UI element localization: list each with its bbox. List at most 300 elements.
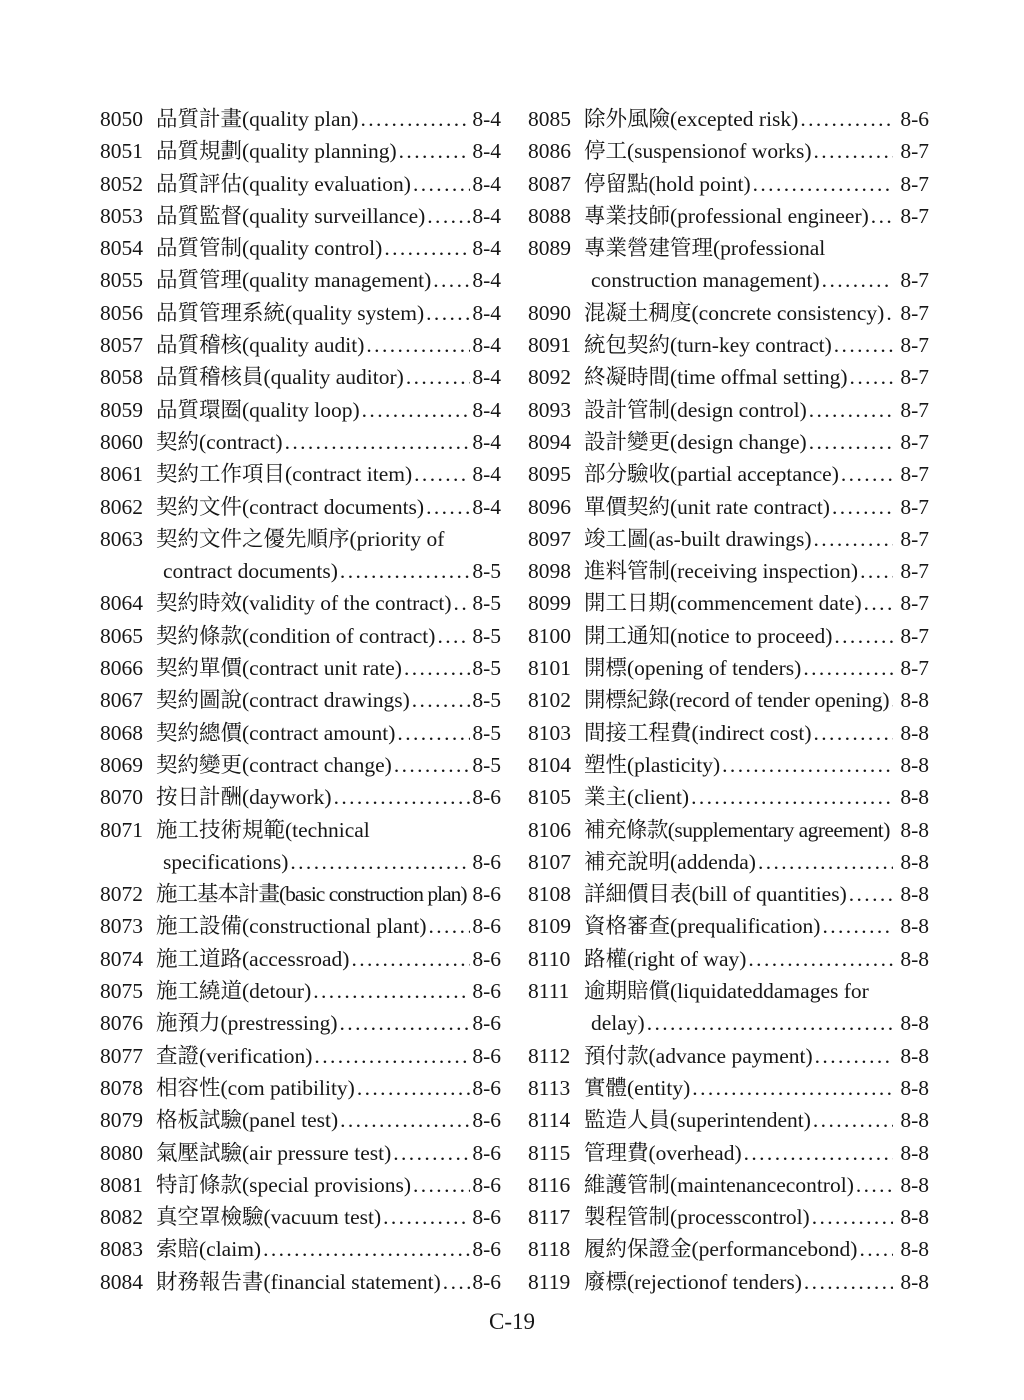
entry-page-ref: 8-8 [900, 688, 929, 713]
entry-line [584, 232, 929, 264]
dot-leader [261, 1233, 470, 1265]
entry-number: 8111 [528, 979, 570, 1004]
entry-line [584, 846, 929, 878]
entry-body [584, 1104, 929, 1136]
dot-leader [742, 1137, 894, 1169]
entry-number: 8080 [100, 1140, 143, 1165]
entry-number: 8082 [100, 1205, 143, 1230]
entry-number: 8091 [528, 333, 571, 358]
entry-number: 8102 [528, 688, 571, 713]
entry-line [584, 620, 929, 652]
index-entry [100, 458, 501, 490]
entry-term: 廢標(rejectionof tenders) [584, 1269, 802, 1294]
entry-number: 8105 [528, 785, 571, 810]
index-entry [100, 135, 501, 167]
entry-line [584, 394, 929, 426]
entry-page-ref: 8-8 [900, 946, 929, 971]
entry-line [584, 1040, 929, 1072]
entry-page-ref: 8-8 [900, 914, 929, 939]
dot-leader [798, 103, 893, 135]
index-entry [528, 329, 929, 361]
index-entry [528, 232, 929, 297]
entry-line [156, 814, 501, 846]
entry-term: 財務報告書(financial statement) [156, 1269, 441, 1294]
entry-line [584, 975, 929, 1007]
entry-number: 8087 [528, 171, 571, 196]
index-entry [528, 781, 929, 813]
entry-line [156, 652, 501, 684]
index-entry [100, 781, 501, 813]
index-entry [100, 103, 501, 135]
dot-leader [820, 910, 893, 942]
entry-term: 品質稽核(quality audit) [156, 333, 365, 358]
entry-number: 8059 [100, 397, 143, 422]
entry-line [156, 975, 501, 1007]
entry-body [584, 135, 929, 167]
entry-number: 8116 [528, 1172, 571, 1197]
dot-leader [854, 1169, 893, 1201]
entry-number: 8110 [528, 946, 571, 971]
entry-body [584, 523, 929, 555]
dot-leader [381, 1201, 470, 1233]
dot-leader [358, 103, 470, 135]
entry-term: 部分驗收(partial acceptance) [584, 462, 839, 487]
index-entry [528, 846, 929, 878]
entry-term: 間接工程費(indirect cost) [584, 720, 812, 745]
entry-body [584, 781, 929, 813]
entry-page-ref: 8-5 [472, 752, 501, 777]
entry-term: 製程管制(processcontrol) [584, 1205, 810, 1230]
dot-leader [830, 491, 893, 523]
entry-page-ref: 8-6 [472, 1172, 501, 1197]
entry-number: 8052 [100, 171, 143, 196]
entry-body [584, 749, 929, 781]
dot-leader [832, 620, 893, 652]
entry-page-ref: 8-7 [900, 365, 929, 390]
entry-number: 8051 [100, 139, 143, 164]
entry-line [156, 555, 501, 587]
entry-body [156, 200, 501, 232]
entry-page-ref: 8-5 [472, 688, 501, 713]
dot-leader [425, 200, 470, 232]
entry-term: 資格審查(prequalification) [584, 914, 821, 939]
entry-term: 監造人員(superintendent) [584, 1108, 811, 1133]
entry-line [584, 329, 929, 361]
entry-page-ref: 8-8 [900, 1269, 929, 1294]
dot-leader [720, 749, 893, 781]
entry-body [156, 652, 501, 684]
entry-line [156, 426, 501, 458]
entry-line [584, 878, 929, 910]
entry-number: 8109 [528, 914, 571, 939]
entry-body [156, 717, 501, 749]
entry-number: 8053 [100, 203, 143, 228]
dot-leader [410, 684, 471, 716]
dot-leader [311, 975, 470, 1007]
index-entry [100, 975, 501, 1007]
dot-leader [801, 652, 893, 684]
entry-number: 8089 [528, 236, 571, 261]
entry-number: 8093 [528, 397, 571, 422]
entry-term: 品質環圈(quality loop) [156, 397, 360, 422]
index-entry [100, 394, 501, 426]
entry-line [156, 103, 501, 135]
index-entry [528, 1201, 929, 1233]
entry-line [584, 1072, 929, 1104]
entry-term: contract documents) [163, 559, 338, 584]
dot-leader [690, 1072, 893, 1104]
entry-number: 8075 [100, 979, 143, 1004]
entry-term: 品質規劃(quality planning) [156, 139, 397, 164]
entry-term: 設計管制(design control) [584, 397, 807, 422]
entry-number: 8083 [100, 1237, 143, 1262]
entry-body [584, 620, 929, 652]
entry-number: 8100 [528, 623, 571, 648]
entry-page-ref: 8-8 [900, 849, 929, 874]
entry-page-ref: 8-8 [900, 1172, 929, 1197]
entry-body [156, 1072, 501, 1104]
entry-number: 8118 [528, 1237, 571, 1262]
dot-leader [424, 491, 470, 523]
entry-number: 8095 [528, 462, 571, 487]
entry-page-ref: 8-7 [900, 462, 929, 487]
entry-term: 管理費(overhead) [584, 1140, 742, 1165]
entry-term: 施工技術規範(technical [156, 817, 370, 842]
entry-term: 維護管制(maintenancecontrol) [584, 1172, 854, 1197]
entry-body [584, 652, 929, 684]
entry-page-ref: 8-6 [900, 107, 929, 131]
entry-term: 契約條款(condition of contract) [156, 623, 436, 648]
entry-line [156, 846, 501, 878]
entry-page-ref: 8-8 [900, 1075, 929, 1100]
entry-number: 8119 [528, 1269, 571, 1294]
entry-page-ref: 8-6 [472, 1043, 501, 1068]
entry-term: 真空罩檢驗(vacuum test) [156, 1205, 382, 1230]
entry-page-ref: 8-7 [900, 171, 929, 196]
dot-leader [355, 1072, 470, 1104]
entry-page-ref: 8-7 [900, 559, 929, 584]
index-entry [528, 620, 929, 652]
entry-line [584, 491, 929, 523]
entry-page-ref: 8-5 [472, 559, 501, 584]
entry-term: 停工(suspensionof works) [584, 139, 812, 164]
entry-term: 路權(right of way) [584, 946, 747, 971]
entry-line [584, 749, 929, 781]
entry-line [156, 1104, 501, 1136]
entry-line [156, 361, 501, 393]
entry-page-ref: 8-4 [472, 494, 501, 519]
dot-leader [283, 426, 471, 458]
index-entry [100, 168, 501, 200]
entry-page-ref: 8-7 [900, 494, 929, 519]
index-entry [100, 1266, 501, 1298]
entry-term: 契約單價(contract unit rate) [156, 656, 402, 681]
dot-leader [645, 1007, 894, 1039]
index-entry [528, 1104, 929, 1136]
entry-line [156, 1201, 501, 1233]
entry-page-ref: 8-5 [472, 623, 501, 648]
entry-term: 品質計畫(quality plan) [156, 107, 359, 131]
entry-line [156, 878, 501, 910]
index-entry [528, 587, 929, 619]
entry-line [156, 1072, 501, 1104]
dot-leader [435, 620, 470, 652]
index-entry [100, 264, 501, 296]
dot-leader [411, 1169, 470, 1201]
entry-page-ref: 8-5 [472, 720, 501, 745]
index-entry [528, 200, 929, 232]
entry-line [156, 1233, 501, 1265]
index-entry [528, 458, 929, 490]
entry-line [156, 1169, 501, 1201]
entry-body [584, 684, 929, 716]
entry-page-ref: 8-6 [472, 1108, 501, 1133]
index-entry [100, 620, 501, 652]
dot-leader [746, 943, 893, 975]
entry-line [584, 717, 929, 749]
entry-page-ref: 8-7 [900, 591, 929, 616]
entry-line [584, 264, 929, 296]
dot-leader [884, 297, 893, 329]
entry-number: 8061 [100, 462, 143, 487]
entry-body [156, 394, 501, 426]
entry-page-ref: 8-7 [900, 397, 929, 422]
entry-number: 8086 [528, 139, 571, 164]
entry-number: 8063 [100, 526, 143, 551]
entry-term: 契約圖說(contract drawings) [156, 688, 410, 713]
dot-leader [858, 555, 893, 587]
entry-number: 8078 [100, 1075, 143, 1100]
entry-body [584, 1266, 929, 1298]
entry-page-ref: 8-8 [900, 1043, 929, 1068]
entry-line [156, 297, 501, 329]
entry-number: 8072 [100, 882, 143, 907]
entry-page-ref: 8-6 [472, 849, 501, 874]
entry-line [584, 1137, 929, 1169]
entry-term: 專業技師(professional engineer) [584, 203, 869, 228]
entry-term: 契約(contract) [156, 429, 283, 454]
entry-line [584, 943, 929, 975]
dot-leader [412, 458, 470, 490]
dot-leader [810, 1201, 894, 1233]
entry-term: 施工繞道(detour) [156, 979, 312, 1004]
entry-body [584, 1072, 929, 1104]
entry-term: 施工基本計畫(basic construction plan) [156, 882, 467, 907]
dot-leader [802, 1266, 893, 1298]
entry-body [156, 1233, 501, 1265]
entry-body [156, 135, 501, 167]
entry-term: 混凝土稠度(concrete consistency) [584, 300, 885, 325]
dot-leader [391, 1137, 470, 1169]
entry-number: 8101 [528, 656, 571, 681]
dot-leader [832, 329, 894, 361]
entry-term: 開標紀錄(record of tender opening) [584, 688, 890, 713]
dot-leader [411, 168, 470, 200]
entry-term: 格板試驗(panel test) [156, 1108, 339, 1133]
entry-term: 品質稽核員(quality auditor) [156, 365, 404, 390]
entry-body [156, 749, 501, 781]
entry-number: 8114 [528, 1108, 571, 1133]
index-entry [100, 297, 501, 329]
entry-term: 契約變更(contract change) [156, 752, 392, 777]
entry-page-ref: 8-6 [472, 1075, 501, 1100]
entry-body [584, 814, 929, 846]
entry-term: 開工通知(notice to proceed) [584, 623, 833, 648]
entry-body [156, 168, 501, 200]
entry-line [584, 103, 929, 135]
dot-leader [338, 1007, 471, 1039]
entry-page-ref: 8-4 [472, 107, 501, 131]
dot-leader [857, 1233, 893, 1265]
entry-line [156, 749, 501, 781]
dot-leader [862, 587, 894, 619]
entry-term: 履約保證金(performancebond) [584, 1237, 858, 1262]
entry-page-ref: 8-6 [472, 1140, 501, 1165]
index-entry [100, 426, 501, 458]
dot-leader [751, 168, 894, 200]
entry-page-ref: 8-4 [472, 139, 501, 164]
entry-term: 塑性(plasticity) [584, 752, 721, 777]
dot-leader [811, 1104, 893, 1136]
entry-page-ref: 8-4 [472, 203, 501, 228]
dot-leader [431, 264, 470, 296]
entry-page-ref: 8-8 [900, 882, 929, 907]
entry-number: 8117 [528, 1205, 571, 1230]
entry-term: 預付款(advance payment) [584, 1043, 813, 1068]
entry-body [156, 523, 501, 588]
entry-line [584, 523, 929, 555]
index-entry [528, 910, 929, 942]
entry-term: 業主(client) [584, 785, 690, 810]
dot-leader [426, 910, 470, 942]
entry-body [584, 975, 929, 1040]
index-entry [100, 1104, 501, 1136]
entry-page-ref: 8-7 [900, 333, 929, 358]
entry-number: 8107 [528, 849, 571, 874]
entry-term: 契約文件(contract documents) [156, 494, 425, 519]
entry-term: 品質管理系統(quality system) [156, 300, 425, 325]
dot-leader [820, 264, 894, 296]
entry-term: construction management) [591, 268, 820, 293]
entry-line [156, 684, 501, 716]
index-entry [528, 652, 929, 684]
entry-line [584, 684, 929, 716]
index-entry [528, 168, 929, 200]
entry-number: 8090 [528, 300, 571, 325]
index-entry [528, 1233, 929, 1265]
entry-line [156, 717, 501, 749]
index-entry [100, 1137, 501, 1169]
entry-page-ref: 8-7 [900, 139, 929, 164]
entry-line [584, 1104, 929, 1136]
entry-number: 8050 [100, 107, 143, 131]
entry-term: 特訂條款(special provisions) [156, 1172, 411, 1197]
index-entry [100, 200, 501, 232]
dot-leader [392, 749, 471, 781]
index-entry [100, 587, 501, 619]
entry-page-ref: 8-7 [900, 623, 929, 648]
entry-number: 8092 [528, 365, 571, 390]
entry-number: 8073 [100, 914, 143, 939]
entry-line [156, 1137, 501, 1169]
index-entry [528, 361, 929, 393]
entry-line [156, 587, 501, 619]
entry-line [156, 200, 501, 232]
entry-line [584, 1233, 929, 1265]
entry-body [584, 168, 929, 200]
entry-line [156, 1266, 501, 1298]
entry-number: 8070 [100, 785, 143, 810]
entry-page-ref: 8-6 [472, 914, 501, 939]
entry-page-ref: 8-5 [472, 591, 501, 616]
index-entry [528, 1040, 929, 1072]
dot-leader [812, 523, 894, 555]
entry-term: 補充說明(addenda) [584, 849, 756, 874]
dot-leader [349, 943, 470, 975]
entry-number: 8074 [100, 946, 143, 971]
entry-term: 實體(entity) [584, 1075, 691, 1100]
entry-term: 停留點(hold point) [584, 171, 751, 196]
entry-body [584, 878, 929, 910]
index-columns [100, 103, 929, 1298]
entry-line [584, 1266, 929, 1298]
dot-leader [441, 1266, 471, 1298]
entry-term: 施工設備(constructional plant) [156, 914, 427, 939]
entry-term: 開工日期(commencement date) [584, 591, 862, 616]
entry-body [156, 1266, 501, 1298]
index-entry [100, 910, 501, 942]
entry-page-ref: 8-8 [900, 817, 929, 842]
entry-body [584, 1137, 929, 1169]
entry-body [156, 103, 501, 135]
entry-body [584, 555, 929, 587]
entry-body [156, 781, 501, 813]
entry-body [584, 846, 929, 878]
entry-term: 進料管制(receiving inspection) [584, 559, 859, 584]
entry-term: 契約總價(contract amount) [156, 720, 396, 745]
dot-leader [397, 135, 471, 167]
entry-body [584, 943, 929, 975]
entry-line [156, 458, 501, 490]
entry-line [156, 394, 501, 426]
index-entry [528, 1072, 929, 1104]
entry-page-ref: 8-6 [472, 1237, 501, 1262]
entry-page-ref: 8-4 [472, 171, 501, 196]
entry-term: 氣壓試驗(air pressure test) [156, 1140, 392, 1165]
entry-page-ref: 8-4 [472, 333, 501, 358]
entry-body [584, 1201, 929, 1233]
page-number: C-19 [489, 1309, 535, 1334]
entry-number: 8055 [100, 268, 143, 293]
entry-term: 單價契約(unit rate contract) [584, 494, 830, 519]
index-entry [100, 684, 501, 716]
entry-page-ref: 8-6 [472, 1205, 501, 1230]
index-entry [528, 943, 929, 975]
entry-body [156, 426, 501, 458]
index-entry [100, 878, 501, 910]
entry-term: 按日計酬(daywork) [156, 785, 332, 810]
entry-page-ref: 8-6 [472, 946, 501, 971]
entry-page-ref: 8-8 [900, 785, 929, 810]
index-entry [100, 749, 501, 781]
index-entry [528, 103, 929, 135]
entry-body [584, 717, 929, 749]
entry-number: 8115 [528, 1140, 571, 1165]
entry-body [156, 587, 501, 619]
entry-line [156, 329, 501, 361]
entry-body [156, 297, 501, 329]
entry-body [156, 684, 501, 716]
